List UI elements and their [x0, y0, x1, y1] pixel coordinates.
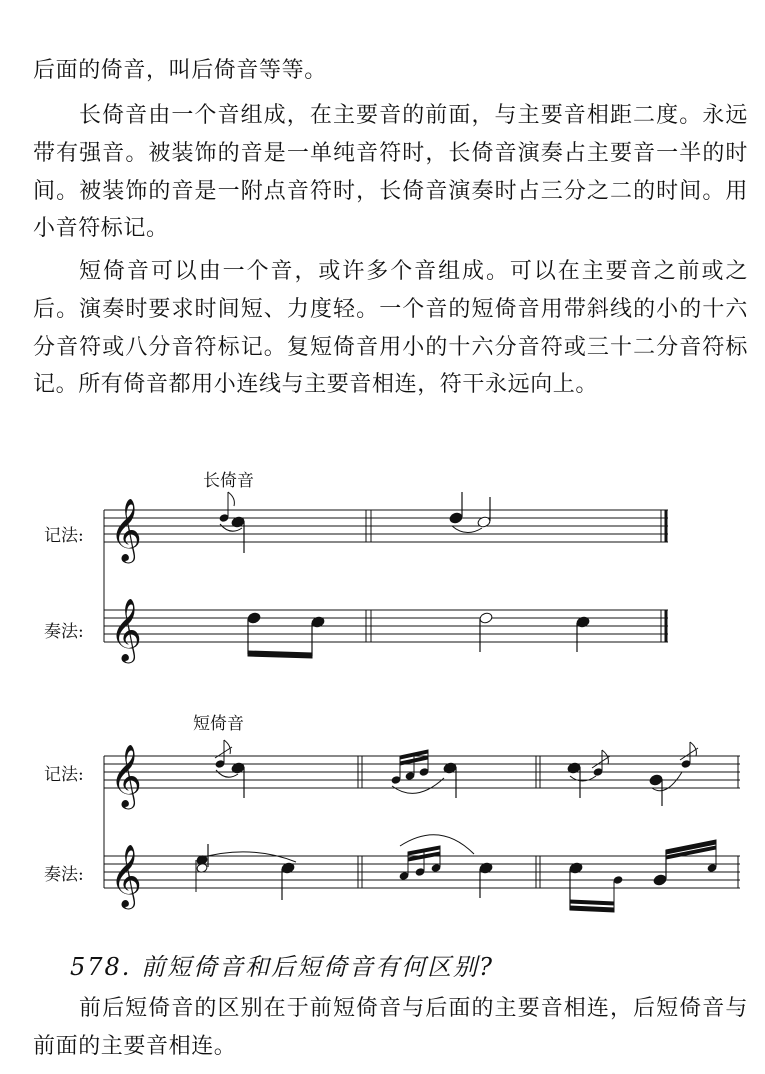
row-label-performance-short: 奏法:	[44, 865, 84, 885]
row-label-performance-long: 奏法:	[44, 622, 84, 642]
question-title: 578. 前短倚音和后短倚音有何区别?	[70, 953, 494, 981]
notes-long-notation	[219, 492, 491, 553]
staff-long-notation	[104, 510, 668, 542]
example-title-short: 短倚音	[193, 714, 244, 734]
paragraph-long-appoggiatura: 长倚音由一个音组成，在主要音的前面，与主要音相距二度。永远带有强音。被装饰的音是一单纯音符时，长倚音演奏占主要音一半的时间。被装饰的音是一附点音符时，长倚音演奏时占三分之二的时间。用小音符标记。	[33, 103, 748, 242]
barlines-short	[358, 756, 738, 888]
treble-clef-icon: 𝄞	[110, 744, 142, 807]
row-label-notation-long: 记法:	[44, 526, 84, 546]
barlines-long	[366, 510, 666, 642]
notes-long-performance	[247, 612, 590, 658]
paragraph-short-appoggiatura: 短倚音可以由一个音，或许多个音组成。可以在主要音之前或之后。演奏时要求时间短、力度轻。一个音的短倚音用带斜线的小的十六分音符或八分音符标记。复短倚音用小的十六分音符或三十二分音符标记。所有倚音都用小连线与主要音相连，符干永远向上。	[33, 259, 748, 398]
answer-paragraph: 前后短倚音的区别在于前短倚音与后面的主要音相连，后短倚音与前面的主要音相连。	[33, 996, 748, 1059]
paragraph-intro: 后面的倚音，叫后倚音等等。	[33, 58, 327, 83]
row-label-notation-short: 记法:	[44, 765, 84, 785]
treble-clef-icon: 𝄞	[110, 844, 142, 907]
notes-short-performance	[196, 835, 717, 912]
treble-clef-icon: 𝄞	[110, 498, 142, 561]
example-title-long: 长倚音	[203, 471, 254, 491]
treble-clef-icon: 𝄞	[110, 598, 142, 661]
notes-short-notation	[215, 740, 698, 806]
